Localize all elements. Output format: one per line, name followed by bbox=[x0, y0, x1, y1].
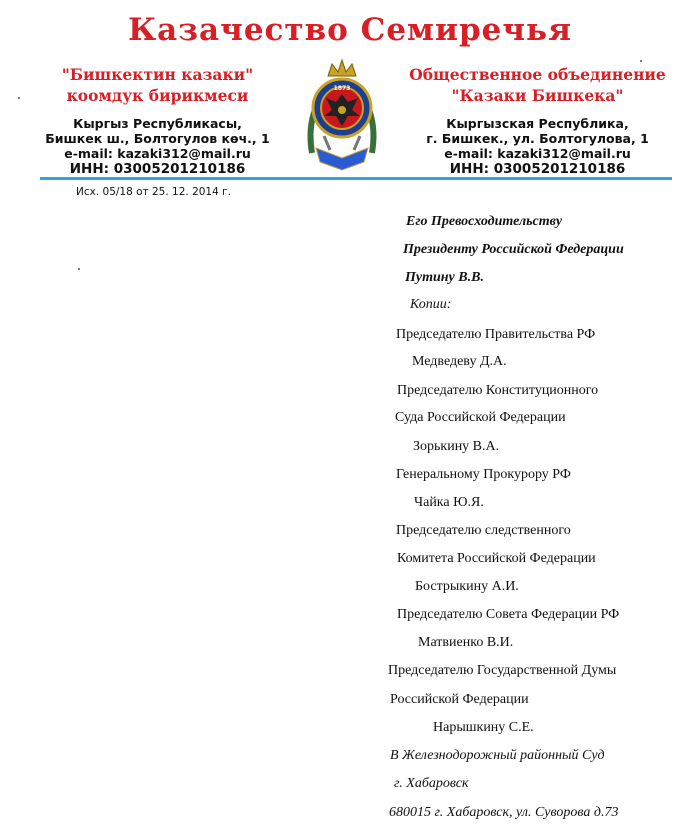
copies-label: Копии: bbox=[410, 297, 452, 312]
left-email: e-mail: kazaki312@mail.ru bbox=[64, 146, 251, 161]
copy-line-7: Чайка Ю.Я. bbox=[414, 495, 484, 510]
copy-line-3: Председателю Конституционного bbox=[397, 383, 599, 398]
scan-speck bbox=[78, 268, 80, 270]
right-org-block bbox=[395, 64, 680, 177]
emblem-year: 1873 bbox=[333, 85, 351, 92]
copy-line-8: Председателю следственного bbox=[396, 523, 571, 538]
court-line-2: г. Хабаровск bbox=[394, 776, 469, 791]
scan-speck bbox=[640, 60, 642, 62]
copy-line-14: Российской Федерации bbox=[390, 692, 529, 707]
copy-line-12: Матвиенко В.И. bbox=[418, 635, 514, 650]
copy-line-1: Председателю Правительства РФ bbox=[396, 327, 596, 342]
right-org-name-line1: Общественное объединение bbox=[409, 65, 666, 84]
copy-line-11: Председателю Совета Федерации РФ bbox=[397, 607, 620, 622]
addressee-line-2: Президенту Российской Федерации bbox=[403, 242, 624, 257]
addressee-line-3: Путину В.В. bbox=[405, 270, 484, 285]
cossack-emblem-icon bbox=[302, 58, 382, 176]
left-org-name-line1: "Бишкектин казаки" bbox=[61, 65, 254, 84]
copy-line-9: Комитета Российской Федерации bbox=[397, 551, 596, 566]
left-org-block bbox=[30, 64, 285, 177]
copy-line-10: Бострыкину А.И. bbox=[415, 579, 519, 594]
header-divider bbox=[40, 177, 672, 180]
left-address-line2: Бишкек ш., Болтогулов көч., 1 bbox=[45, 131, 270, 146]
copy-line-13: Председателю Государственной Думы bbox=[388, 663, 617, 678]
left-address-line1: Кыргыз Республикасы, bbox=[73, 116, 242, 131]
letterhead-title: Казачество Семиречья bbox=[127, 12, 572, 48]
scan-speck bbox=[18, 97, 20, 99]
copy-line-6: Генеральному Прокурору РФ bbox=[396, 467, 571, 482]
right-inn: ИНН: 03005201210186 bbox=[449, 161, 626, 177]
outgoing-reference: Исх. 05/18 от 25. 12. 2014 г. bbox=[76, 186, 231, 198]
copy-line-5: Зорькину В.А. bbox=[413, 439, 500, 454]
left-inn: ИНН: 03005201210186 bbox=[69, 161, 246, 177]
right-address-line1: Кыргызская Республика, bbox=[446, 116, 629, 131]
court-line-3: 680015 г. Хабаровск, ул. Суворова д.73 bbox=[389, 805, 619, 820]
right-email: e-mail: kazaki312@mail.ru bbox=[444, 146, 631, 161]
right-org-name-line2: "Казаки Бишкека" bbox=[451, 86, 624, 105]
copy-line-2: Медведеву Д.А. bbox=[412, 354, 507, 369]
copy-line-15: Нарышкину С.Е. bbox=[433, 720, 534, 735]
court-line-1: В Железнодорожный районный Суд bbox=[390, 748, 605, 763]
right-address-line2: г. Бишкек., ул. Болтогулова, 1 bbox=[426, 131, 649, 146]
left-org-name-line2: коомдук бирикмеси bbox=[66, 86, 249, 105]
copy-line-4: Суда Российской Федерации bbox=[395, 410, 566, 425]
addressee-line-1: Его Превосходительству bbox=[406, 214, 563, 229]
